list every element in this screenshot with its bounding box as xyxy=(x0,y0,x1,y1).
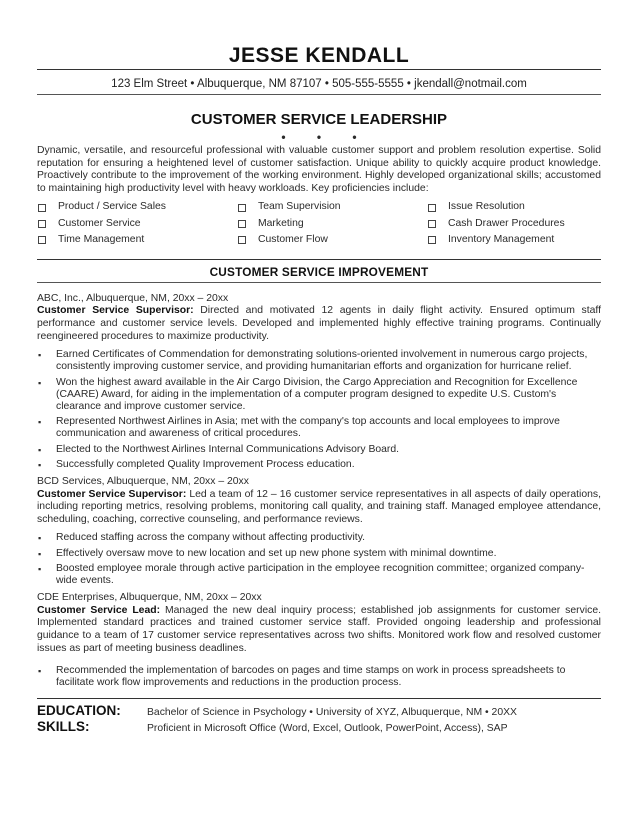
job-description: Customer Service Supervisor: Directed and motivated 12 agents in daily flight activity. Ensured optimum staff performance and customer service levels. Developed and implemented highly effective training programs. Continually reengineered procedures to maximize productivity. xyxy=(37,305,601,342)
footer-divider xyxy=(37,698,601,699)
checkbox-icon xyxy=(428,220,436,228)
section-divider-top xyxy=(37,259,601,260)
contact-line: 123 Elm Street • Albuquerque, NM 87107 • 505-555-5555 • jkendall@notmail.com xyxy=(111,78,527,90)
job-description: Customer Service Lead: Managed the new deal inquiry process; established job assignments for customer service. Implemented standard practices and trained customer service staff. Provided ongoing leadership and professional guidance to a team of 17 customer service representatives across two shifts. Monitored work flow and resolved customer issues as part of meeting business deadlines. xyxy=(37,604,601,654)
header-divider xyxy=(37,69,601,70)
proficiency-item: Marketing xyxy=(237,218,427,231)
bullet-icon: ▪ xyxy=(38,563,42,574)
checkbox-icon xyxy=(238,220,246,228)
job-company: CDE Enterprises, Albuquerque, NM, 20xx – 20xx xyxy=(37,592,262,604)
checkbox-icon xyxy=(38,220,46,228)
skills-label: SKILLS: xyxy=(37,719,90,735)
bullet-icon: ▪ xyxy=(38,666,42,677)
proficiency-item: Time Management xyxy=(37,234,237,247)
proficiency-item: Customer Flow xyxy=(237,234,427,247)
proficiency-item: Issue Resolution xyxy=(427,201,607,214)
headline-title: CUSTOMER SERVICE LEADERSHIP xyxy=(190,111,448,128)
checkbox-icon xyxy=(238,236,246,244)
job-company: BCD Services, Albuquerque, NM, 20xx – 20xx xyxy=(37,475,249,487)
contact-divider xyxy=(37,94,601,95)
job-achievements xyxy=(37,665,601,689)
list-item: ▪ Recommended the implementation of barcodes on pages and time stamps on work in process spreadsheets to facilitate work flow improvements and reductions in the production process. xyxy=(38,665,566,689)
list-item: ▪ Earned Certificates of Commendation for demonstrating solutions-oriented involvement in numerous cargo projects, consistently improving customer service, and providing humanitarian efforts and organization for hurricane relief. xyxy=(38,349,588,373)
proficiencies-grid xyxy=(37,201,601,246)
bullet-icon: ▪ xyxy=(38,548,42,559)
checkbox-icon xyxy=(38,236,46,244)
bullet-icon: ▪ xyxy=(38,350,42,361)
list-item: ▪ Represented Northwest Airlines in Asia; met with the company's top accounts and local employees to improve communication and awareness of critical procedures. xyxy=(38,416,560,440)
job-role: Customer Service Supervisor: xyxy=(37,488,187,500)
education-value: Bachelor of Science in Psychology • University of XYZ, Albuquerque, NM • 20XX xyxy=(147,706,517,718)
job-achievements xyxy=(37,532,601,587)
proficiency-item: Inventory Management xyxy=(427,234,607,247)
education-label: EDUCATION: xyxy=(37,702,121,718)
headline-dots: • • • xyxy=(281,130,371,144)
proficiency-item: Customer Service xyxy=(37,218,237,231)
list-item: ▪ Boosted employee morale through active participation in the employee recognition committee; organized company-wide events. xyxy=(38,562,585,586)
checkbox-icon xyxy=(428,204,436,212)
section-title: CUSTOMER SERVICE IMPROVEMENT xyxy=(209,264,429,279)
summary-paragraph: Dynamic, versatile, and resourceful professional with valuable customer support and problem resolution expertise. Solid reputation for ensuring a heightened level of customer satisfaction. Unique ability to quickly acquire product knowledge. Proactively contribute to the improvement of the working environment. Highly developed organizational skills; accustomed to maintaining high productivity level with heavy workloads. Key proficiencies include: xyxy=(37,145,601,194)
list-item: ▪ Successfully completed Quality Improvement Process education. xyxy=(38,458,355,470)
job-role: Customer Service Supervisor: xyxy=(37,305,194,317)
bullet-icon: ▪ xyxy=(38,459,42,470)
checkbox-icon xyxy=(238,204,246,212)
skills-value: Proficient in Microsoft Office (Word, Excel, Outlook, PowerPoint, Access), SAP xyxy=(147,723,508,735)
checkbox-icon xyxy=(38,204,46,212)
bullet-icon: ▪ xyxy=(38,377,42,388)
list-item: ▪ Won the highest award available in the Air Cargo Division, the Cargo Appreciation and Recognition for Excellence (CAARE) Award, for aiding in the implementation of a computer program designed to expedite U.S. Custom's clearance and improve customer service. xyxy=(38,376,578,412)
bullet-icon: ▪ xyxy=(38,533,42,544)
checkbox-icon xyxy=(428,236,436,244)
list-item: ▪ Effectively oversaw move to new location and set up new phone system with minimal downtime. xyxy=(38,547,497,559)
proficiency-item: Team Supervision xyxy=(237,201,427,214)
job-company: ABC, Inc., Albuquerque, NM, 20xx – 20xx xyxy=(37,292,229,304)
job-role: Customer Service Lead: xyxy=(37,604,161,616)
list-item: ▪ Reduced staffing across the company without affecting productivity. xyxy=(38,532,366,544)
candidate-name: JESSE KENDALL xyxy=(228,44,410,67)
section-divider-bottom xyxy=(37,282,601,283)
job-description: Customer Service Supervisor: Led a team of 12 – 16 customer service representatives in all aspects of daily operations, including reporting metrics, resolving problems, monitoring call quality, and training staff. Managed employee attendance, scheduling, coaching, corrective counseling, and performance reviews. xyxy=(37,488,601,525)
bullet-icon: ▪ xyxy=(38,417,42,428)
bullet-icon: ▪ xyxy=(38,444,42,455)
education-row xyxy=(37,702,601,720)
list-item: ▪ Elected to the Northwest Airlines Internal Communications Advisory Board. xyxy=(38,443,400,455)
proficiency-item: Product / Service Sales xyxy=(37,201,237,214)
proficiency-item: Cash Drawer Procedures xyxy=(427,218,607,231)
skills-row xyxy=(37,721,601,736)
job-achievements xyxy=(37,349,601,471)
